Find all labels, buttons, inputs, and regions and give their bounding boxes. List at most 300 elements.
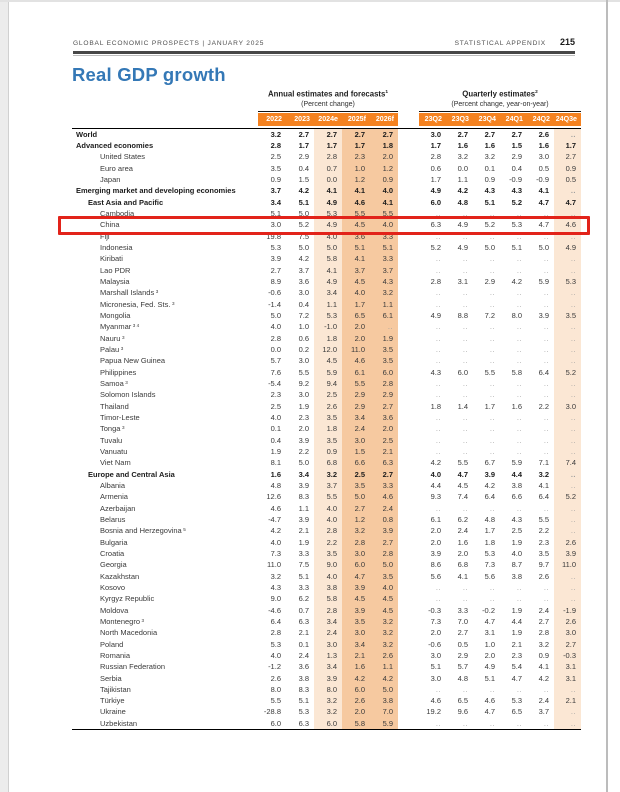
quarterly-value: 2.7 <box>457 628 468 638</box>
annual-value: 6.3 <box>298 616 309 626</box>
quarterly-value: .. <box>554 582 581 593</box>
annual-value: 7.2 <box>298 311 309 320</box>
annual-value: 1.8 <box>314 333 342 344</box>
quarterly-value: 3.2 <box>538 639 549 649</box>
quarterly-value: 2.2 <box>538 401 549 411</box>
annual-value: 5.2 <box>298 220 309 230</box>
annual-value: 3.9 <box>298 480 309 490</box>
row-label: Europe and Central Asia <box>88 469 175 479</box>
quarterly-value: .. <box>435 288 441 298</box>
annual-value: 0.0 <box>270 344 281 354</box>
annual-value: 1.7 <box>298 141 309 151</box>
quarterly-value: 3.2 <box>538 469 549 479</box>
annual-value: 4.0 <box>270 537 281 547</box>
row-label: Timor-Leste <box>100 412 140 422</box>
annual-value: 3.5 <box>314 412 342 423</box>
page-left-edge <box>0 0 9 792</box>
annual-value: 6.6 <box>342 457 370 468</box>
annual-value: 4.5 <box>370 604 398 615</box>
quarterly-value: 5.0 <box>484 243 495 253</box>
annual-value: -0.6 <box>268 288 281 298</box>
quarterly-value: 5.5 <box>484 367 495 377</box>
annual-value: 3.5 <box>370 570 398 581</box>
quarterly-value: .. <box>554 378 581 389</box>
quarterly-value: .. <box>435 446 441 456</box>
annual-value: 5.8 <box>314 593 342 604</box>
quarterly-value: 6.6 <box>511 492 522 502</box>
page-top-edge <box>0 0 620 2</box>
annual-value: 3.2 <box>314 706 342 717</box>
row-label: Malaysia <box>100 277 130 287</box>
table-row <box>72 287 581 298</box>
quarterly-value: 0.5 <box>538 163 549 173</box>
quarterly-value: 2.7 <box>484 129 495 139</box>
annual-value: 3.4 <box>298 469 309 479</box>
quarterly-value: 5.2 <box>554 366 581 377</box>
quarterly-value: 1.5 <box>511 141 522 151</box>
annual-value: 2.8 <box>370 548 398 559</box>
quarterly-value: 4.9 <box>484 662 495 672</box>
quarterly-value: .. <box>543 582 549 592</box>
quarterly-value: 2.8 <box>430 277 441 287</box>
annual-value: 5.0 <box>270 311 281 320</box>
quarterly-value: 1.8 <box>484 537 495 547</box>
annual-value: 3.7 <box>270 186 281 196</box>
quarterly-value: .. <box>516 390 522 400</box>
annual-value: 3.3 <box>370 253 398 264</box>
annual-value: 4.0 <box>370 582 398 593</box>
quarterly-value: .. <box>435 435 441 445</box>
annual-value: 6.3 <box>298 718 309 728</box>
row-label: Samoa 3 <box>100 378 128 388</box>
table-row <box>72 616 581 627</box>
row-label: Palau 3 <box>100 344 124 354</box>
quarterly-value: .. <box>462 594 468 604</box>
quarterly-value: .. <box>489 390 495 400</box>
annual-value: 3.4 <box>314 616 342 627</box>
page-right-edge <box>606 0 608 792</box>
annual-value: 3.7 <box>342 265 370 276</box>
annual-value: 6.4 <box>270 616 281 626</box>
annual-value: 5.1 <box>298 197 309 207</box>
table-row <box>72 627 581 638</box>
quarterly-value: 5.6 <box>484 571 495 581</box>
annual-value: 1.1 <box>314 299 342 310</box>
annual-value: 4.0 <box>270 322 281 332</box>
quarterly-value: 3.8 <box>511 480 522 490</box>
annual-value: 4.5 <box>314 355 342 366</box>
annual-value: 3.2 <box>370 287 398 298</box>
quarterly-value: 8.7 <box>511 560 522 570</box>
annual-value: 1.9 <box>270 446 281 456</box>
table-row <box>72 480 581 491</box>
quarterly-value: 0.5 <box>457 639 468 649</box>
annual-value: 6.0 <box>370 366 398 377</box>
quarterly-value: 4.7 <box>511 673 522 683</box>
table-row <box>72 661 581 672</box>
annual-value: 2.2 <box>314 536 342 547</box>
quarterly-value: .. <box>435 390 441 400</box>
row-label: Philippines <box>100 367 137 377</box>
quarterly-value: .. <box>489 503 495 513</box>
quarterly-value: .. <box>489 718 495 728</box>
annual-value: 2.4 <box>370 502 398 513</box>
annual-value: 3.9 <box>270 254 281 264</box>
row-label: Tonga 3 <box>100 424 125 434</box>
quarterly-value: .. <box>516 435 522 445</box>
quarterly-value: .. <box>435 333 441 343</box>
quarterly-value: 4.9 <box>457 243 468 253</box>
quarterly-value: 4.2 <box>430 458 441 468</box>
annual-value: 2.5 <box>314 389 342 400</box>
quarterly-value: 2.7 <box>511 129 522 139</box>
annual-value: 3.9 <box>298 435 309 445</box>
quarterly-value: .. <box>489 231 495 241</box>
annual-value: 5.3 <box>314 208 342 219</box>
quarterly-value: 4.2 <box>484 480 495 490</box>
quarterly-value: 1.1 <box>457 175 468 185</box>
annual-value: 2.8 <box>270 141 281 151</box>
table-row <box>72 423 581 434</box>
row-label: Georgia <box>100 560 127 570</box>
annual-value: 0.1 <box>270 424 281 434</box>
quarterly-value: 2.9 <box>457 650 468 660</box>
quarterly-value: .. <box>554 468 581 479</box>
annual-value: 5.5 <box>270 696 281 706</box>
quarterly-value: 6.5 <box>511 707 522 717</box>
quarterly-value: .. <box>489 435 495 445</box>
quarterly-value: 2.4 <box>457 526 468 536</box>
annual-value: 6.0 <box>342 559 370 570</box>
table-row <box>72 672 581 683</box>
annual-value: 2.3 <box>298 412 309 422</box>
annual-value: -4.6 <box>268 605 281 615</box>
annual-value: 0.9 <box>370 174 398 185</box>
table-row <box>72 231 581 242</box>
annual-value: 1.6 <box>342 661 370 672</box>
annual-value: 3.9 <box>342 582 370 593</box>
quarterly-value: .. <box>516 718 522 728</box>
annual-value: 1.0 <box>342 163 370 174</box>
quarterly-value: .. <box>462 209 468 219</box>
quarterly-value: 2.3 <box>511 650 522 660</box>
table-row <box>72 151 581 162</box>
quarterly-value: .. <box>516 254 522 264</box>
quarterly-value: 0.9 <box>538 650 549 660</box>
table-row <box>72 310 581 321</box>
annual-value: 3.6 <box>298 662 309 672</box>
annual-value: 4.6 <box>370 491 398 502</box>
quarterly-value: 6.4 <box>538 367 549 377</box>
quarterly-value: .. <box>489 322 495 332</box>
row-label: Azerbaijan <box>100 503 136 513</box>
quarterly-group-header <box>419 88 581 112</box>
quarterly-value: .. <box>489 254 495 264</box>
quarterly-value: .. <box>462 265 468 275</box>
row-label: Nauru 3 <box>100 333 125 343</box>
quarterly-value: 2.0 <box>430 526 441 536</box>
row-label: East Asia and Pacific <box>88 197 164 207</box>
quarterly-value: 2.4 <box>538 605 549 615</box>
annual-value: 3.3 <box>370 480 398 491</box>
row-label: Japan <box>100 175 121 185</box>
quarterly-value: 6.0 <box>457 367 468 377</box>
quarterly-value: .. <box>516 582 522 592</box>
row-label: Euro area <box>100 163 133 173</box>
annual-value: 2.6 <box>342 695 370 706</box>
row-label: Kiribati <box>100 254 123 264</box>
annual-value: 1.3 <box>314 650 342 661</box>
annual-value: 3.6 <box>298 277 309 287</box>
annual-value: 2.1 <box>298 526 309 536</box>
quarterly-value: 9.6 <box>457 707 468 717</box>
table-row <box>72 548 581 559</box>
quarterly-value: 3.9 <box>484 469 495 479</box>
annual-value: 0.7 <box>314 163 342 174</box>
annual-value: 3.2 <box>314 468 342 479</box>
table-row <box>72 355 581 366</box>
annual-value: 7.6 <box>270 367 281 377</box>
quarterly-value: 4.9 <box>457 220 468 230</box>
quarterly-value: 4.7 <box>484 616 495 626</box>
quarterly-value: 6.5 <box>457 696 468 706</box>
quarterly-value: .. <box>435 231 441 241</box>
quarterly-value: 3.9 <box>538 311 549 320</box>
quarterly-value: .. <box>462 254 468 264</box>
row-label: Croatia <box>100 548 125 558</box>
quarterly-value: .. <box>435 378 441 388</box>
quarterly-value: 2.1 <box>554 695 581 706</box>
table-row <box>72 593 581 604</box>
annual-value: 3.5 <box>370 344 398 355</box>
table-row <box>72 197 581 208</box>
annual-value: 2.2 <box>298 446 309 456</box>
row-label: Cambodia <box>100 209 135 219</box>
annual-value: 4.0 <box>314 231 342 242</box>
quarterly-value: 2.0 <box>457 548 468 558</box>
annual-value: 5.3 <box>270 639 281 649</box>
annual-value: 3.6 <box>370 412 398 423</box>
annual-value: 2.7 <box>270 265 281 275</box>
quarterly-value: 4.6 <box>554 219 581 230</box>
annual-value: 2.5 <box>342 468 370 479</box>
annual-value: 2.0 <box>298 424 309 434</box>
quarterly-value: 5.1 <box>430 662 441 672</box>
annual-value: 2.5 <box>270 152 281 162</box>
quarterly-value: 7.1 <box>538 458 549 468</box>
quarterly-value: 4.2 <box>511 277 522 287</box>
annual-value: 2.8 <box>370 378 398 389</box>
quarterly-value: .. <box>554 593 581 604</box>
quarterly-value: 5.3 <box>484 548 495 558</box>
quarterly-value: 6.4 <box>484 492 495 502</box>
quarterly-value: 1.6 <box>538 141 549 151</box>
table-row <box>72 140 581 151</box>
annual-value: 4.2 <box>370 672 398 683</box>
annual-value: 8.3 <box>298 684 309 694</box>
quarterly-value: .. <box>543 265 549 275</box>
quarterly-value: .. <box>435 412 441 422</box>
quarterly-value: 4.8 <box>457 197 468 207</box>
report-title: GLOBAL ECONOMIC PROSPECTS | JANUARY 2025 <box>73 40 265 47</box>
row-label: Lao PDR <box>100 265 131 275</box>
quarterly-value: -0.9 <box>536 175 549 185</box>
annual-value: 3.4 <box>270 197 281 207</box>
annual-value: 8.0 <box>314 684 342 695</box>
table-row <box>72 400 581 411</box>
table-row <box>72 525 581 536</box>
annual-value: 4.6 <box>342 197 370 208</box>
quarterly-value: .. <box>554 706 581 717</box>
annual-value: 4.2 <box>270 526 281 536</box>
annual-group-title: Annual estimates and forecasts <box>267 89 386 99</box>
quarterly-group-subtitle: (Percent change, year-on-year) <box>451 100 549 108</box>
quarterly-value: 5.2 <box>484 220 495 230</box>
quarterly-value: .. <box>543 412 549 422</box>
quarterly-value: .. <box>543 503 549 513</box>
annual-value: 4.7 <box>342 570 370 581</box>
table-row <box>72 718 581 729</box>
annual-value: 3.6 <box>342 231 370 242</box>
table-row <box>72 344 581 355</box>
annual-value: 3.8 <box>314 582 342 593</box>
row-label: Kazakhstan <box>100 571 140 581</box>
annual-value: 3.0 <box>270 220 281 230</box>
quarterly-value: 3.1 <box>484 628 495 638</box>
quarterly-value: 4.8 <box>457 673 468 683</box>
annual-value: 4.5 <box>342 219 370 230</box>
quarterly-value: 6.4 <box>538 492 549 502</box>
annual-group-subtitle: (Percent change) <box>301 100 355 108</box>
table-row <box>72 559 581 570</box>
quarterly-value: 4.9 <box>430 311 441 320</box>
annual-column-headers: 2022 2023 2024e 2025f 2026f <box>258 113 398 127</box>
annual-value: 5.0 <box>342 491 370 502</box>
annual-value: 5.9 <box>370 718 398 729</box>
annual-value: 3.7 <box>298 265 309 275</box>
quarterly-value: 2.4 <box>538 696 549 706</box>
quarterly-value: 5.6 <box>430 571 441 581</box>
annual-value: 3.2 <box>314 695 342 706</box>
running-header <box>73 37 575 47</box>
row-label: Micronesia, Fed. Sts. 3 <box>100 299 175 309</box>
quarterly-value: 3.1 <box>554 672 581 683</box>
quarterly-value: 3.0 <box>430 673 441 683</box>
annual-value: 1.9 <box>370 333 398 344</box>
quarterly-value: 4.2 <box>457 186 468 196</box>
quarterly-value: 7.3 <box>430 616 441 626</box>
annual-value: 1.2 <box>342 174 370 185</box>
quarterly-value: 3.0 <box>538 152 549 162</box>
annual-value: 11.0 <box>266 560 281 570</box>
quarterly-value: 4.1 <box>538 662 549 672</box>
annual-value: .. <box>370 321 398 332</box>
annual-value: 2.7 <box>342 129 370 140</box>
table-row <box>72 129 581 140</box>
quarterly-value: .. <box>489 288 495 298</box>
quarterly-value: 4.1 <box>457 571 468 581</box>
quarterly-value: 2.0 <box>484 650 495 660</box>
table-row <box>72 299 581 310</box>
quarterly-value: 8.8 <box>457 311 468 320</box>
annual-value: 6.0 <box>314 718 342 729</box>
annual-value: 3.9 <box>342 604 370 615</box>
annual-value: 8.1 <box>270 458 281 468</box>
page-title: Real GDP growth <box>72 64 226 85</box>
annual-value: 6.8 <box>314 457 342 468</box>
quarterly-value: 5.1 <box>511 243 522 253</box>
annual-value: 12.0 <box>314 344 342 355</box>
annual-value: 0.9 <box>314 446 342 457</box>
annual-value: 1.5 <box>342 446 370 457</box>
quarterly-value: 0.9 <box>484 175 495 185</box>
quarterly-value: .. <box>462 424 468 434</box>
annual-value: 1.6 <box>270 469 281 479</box>
row-label: Poland <box>100 639 124 649</box>
annual-value: 11.0 <box>342 344 370 355</box>
quarterly-value: .. <box>489 209 495 219</box>
quarterly-value: .. <box>435 684 441 694</box>
table-row <box>72 219 581 230</box>
quarterly-value: .. <box>462 412 468 422</box>
quarterly-value: 5.3 <box>511 220 522 230</box>
row-label: China <box>100 220 120 230</box>
table-row <box>72 366 581 377</box>
annual-value: 1.5 <box>298 175 309 185</box>
quarterly-value: 1.7 <box>484 526 495 536</box>
annual-value: 1.7 <box>342 299 370 310</box>
annual-value: 4.9 <box>314 276 342 287</box>
annual-value: 1.1 <box>298 503 309 513</box>
quarterly-value: 3.3 <box>457 605 468 615</box>
quarterly-value: 6.2 <box>457 514 468 524</box>
annual-value: 0.8 <box>370 514 398 525</box>
annual-value: 2.0 <box>370 151 398 162</box>
annual-value: 3.5 <box>314 548 342 559</box>
row-label: Solomon Islands <box>100 390 156 400</box>
annual-value: 2.7 <box>370 468 398 479</box>
quarterly-value: .. <box>489 594 495 604</box>
quarterly-value: 5.0 <box>538 243 549 253</box>
quarterly-value: .. <box>462 299 468 309</box>
annual-value: 4.2 <box>298 186 309 196</box>
quarterly-value: .. <box>462 435 468 445</box>
quarterly-value: -0.3 <box>554 650 581 661</box>
quarterly-value: 3.0 <box>430 129 441 139</box>
annual-value: -1.0 <box>314 321 342 332</box>
quarterly-value: .. <box>489 299 495 309</box>
annual-value: 3.2 <box>370 616 398 627</box>
quarterly-value: .. <box>543 333 549 343</box>
quarterly-value: 2.9 <box>484 277 495 287</box>
quarterly-value: .. <box>489 412 495 422</box>
quarterly-value: .. <box>516 299 522 309</box>
page-number: 215 <box>559 37 575 47</box>
quarterly-value: 3.5 <box>554 310 581 321</box>
annual-value: 4.1 <box>342 185 370 196</box>
annual-value: 4.1 <box>314 185 342 196</box>
annual-value: 2.5 <box>370 434 398 445</box>
gdp-growth-table <box>72 88 581 730</box>
annual-value: 5.0 <box>298 243 309 253</box>
annual-value: 3.0 <box>298 390 309 400</box>
quarterly-value: .. <box>554 412 581 423</box>
quarterly-value: 3.2 <box>457 152 468 162</box>
quarterly-value: 3.1 <box>554 661 581 672</box>
table-group-headers <box>72 88 581 112</box>
annual-value: 4.0 <box>270 412 281 422</box>
quarterly-value: 5.3 <box>511 696 522 706</box>
